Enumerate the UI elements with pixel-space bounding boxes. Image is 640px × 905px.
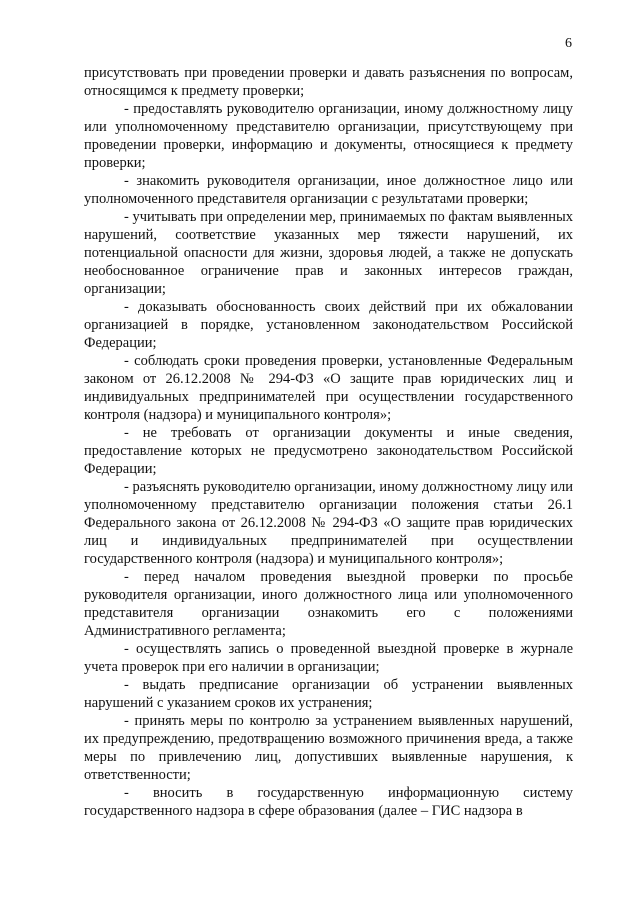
list-item: - принять меры по контролю за устранением выявленных нарушений, их предупреждению, предотвращению возможного причинения вреда, а также меры по привлечению лиц, допустивших выявленные нарушения, к ответственности; <box>84 713 573 783</box>
document-body <box>84 64 573 820</box>
page-number: 6 <box>565 36 572 51</box>
list-item: - учитывать при определении мер, принимаемых по фактам выявленных нарушений, соответствие указанных мер тяжести нарушений, их потенциальной опасности для жизни, здоровья людей, а также не допускать необоснованное ограничение прав и законных интересов граждан, организации; <box>84 209 573 297</box>
list-item: - перед началом проведения выездной проверки по просьбе руководителя организации, иного должностного лица или уполномоченного представителя организации ознакомить его с положениями Административного регламента; <box>84 569 573 639</box>
list-item: - вносить в государственную информационную систему государственного надзора в сфере образования (далее – ГИС надзора в <box>84 785 573 819</box>
list-item: - предоставлять руководителю организации, иному должностному лицу или уполномоченному представителю организации, присутствующему при проведении проверки, информацию и документы, относящиеся к предмету проверки; <box>84 101 573 171</box>
list-item: - разъяснять руководителю организации, иному должностному лицу или уполномоченному представителю организации положения статьи 26.1 Федерального закона от 26.12.2008 № 294-ФЗ «О защите прав юридических лиц и индивидуальных предпринимателей при осуществлении государственного контроля (надзора) и муниципального контроля»; <box>84 479 573 567</box>
list-item: - доказывать обоснованность своих действий при их обжаловании организацией в порядке, установленном законодательством Российской Федерации; <box>84 299 573 351</box>
list-item: - осуществлять запись о проведенной выездной проверке в журнале учета проверок при его наличии в организации; <box>84 641 573 675</box>
list-item: - выдать предписание организации об устранении выявленных нарушений с указанием сроков их устранения; <box>84 677 573 711</box>
list-item: - знакомить руководителя организации, иное должностное лицо или уполномоченного представителя организации с результатами проверки; <box>84 173 573 207</box>
list-item: - соблюдать сроки проведения проверки, установленные Федеральным законом от 26.12.2008 № 294-ФЗ «О защите прав юридических лиц и индивидуальных предпринимателей при осуществлении государственного контроля (надзора) и муниципального контроля»; <box>84 353 573 423</box>
paragraph-continuation: присутствовать при проведении проверки и давать разъяснения по вопросам, относящимся к предмету проверки; <box>84 65 573 99</box>
list-item: - не требовать от организации документы и иные сведения, предоставление которых не предусмотрено законодательством Российской Федерации; <box>84 425 573 477</box>
